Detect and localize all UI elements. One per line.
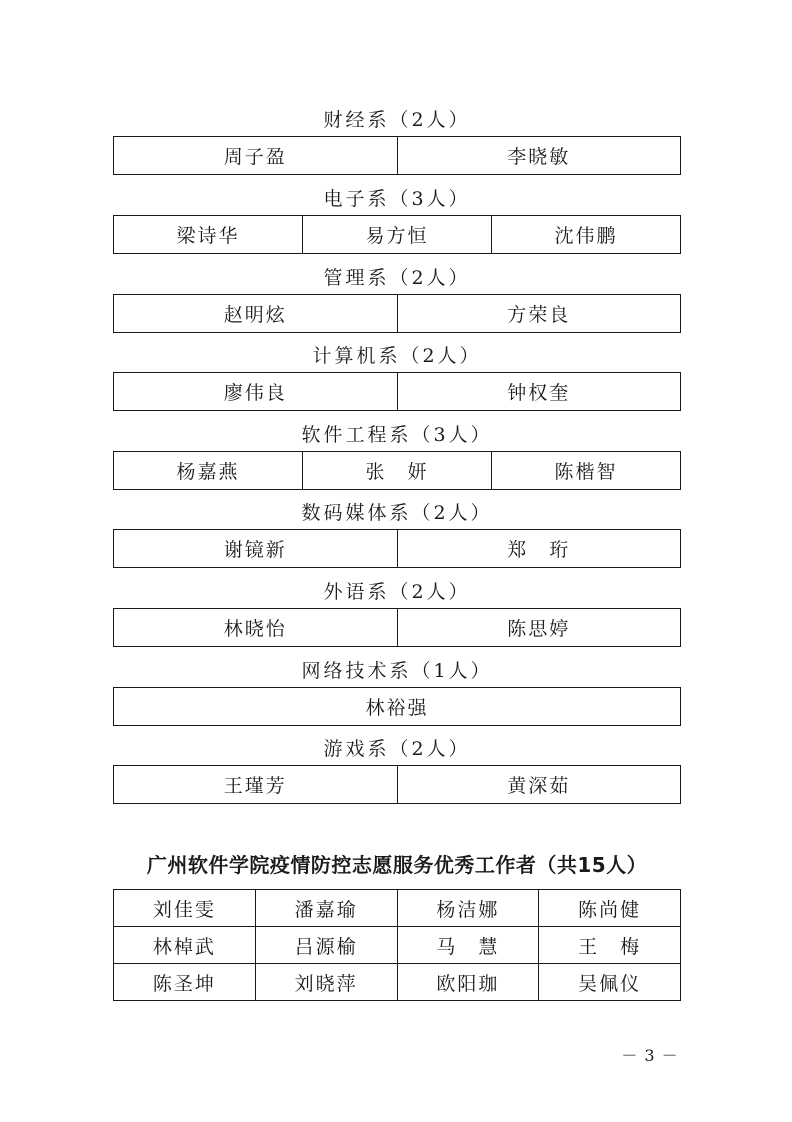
department-name-table bbox=[113, 215, 681, 254]
department-name-table bbox=[113, 372, 681, 411]
name-cell: 郑 珩 bbox=[397, 530, 681, 567]
name-cell: 刘晓萍 bbox=[255, 964, 397, 1001]
name-cell: 吴佩仪 bbox=[539, 964, 681, 1001]
department-title: 外语系（2人） bbox=[323, 581, 471, 603]
name-cell: 杨嘉燕 bbox=[176, 461, 240, 483]
department-title: 计算机系（2人） bbox=[312, 345, 482, 367]
name-cell: 廖伟良 bbox=[223, 382, 287, 404]
department-title: 网络技术系（1人） bbox=[301, 660, 493, 682]
name-cell: 吕源榆 bbox=[255, 927, 397, 964]
name-cell: 马 慧 bbox=[397, 927, 539, 964]
name-cell: 沈伟鹏 bbox=[491, 216, 680, 253]
name-cell: 林裕强 bbox=[365, 697, 429, 719]
name-cell: 陈思婷 bbox=[397, 609, 681, 646]
table-row bbox=[114, 927, 681, 964]
department-name-table bbox=[113, 136, 681, 175]
name-cell: 陈楷智 bbox=[491, 452, 680, 489]
name-cell: 林晓怡 bbox=[223, 618, 287, 640]
table-row bbox=[114, 890, 681, 927]
name-cell: 梁诗华 bbox=[176, 225, 240, 247]
name-cell: 陈尚健 bbox=[539, 890, 681, 927]
name-cell: 易方恒 bbox=[302, 216, 491, 253]
name-cell: 潘嘉瑜 bbox=[255, 890, 397, 927]
name-cell: 赵明炫 bbox=[223, 304, 287, 326]
name-cell: 刘佳雯 bbox=[114, 890, 256, 927]
department-name-table bbox=[113, 294, 681, 333]
department-title: 管理系（2人） bbox=[323, 267, 471, 289]
name-cell: 杨洁娜 bbox=[397, 890, 539, 927]
volunteer-name-table bbox=[113, 889, 681, 1001]
department-title: 数码媒体系（2人） bbox=[301, 502, 493, 524]
department-title: 游戏系（2人） bbox=[323, 738, 471, 760]
name-cell: 方荣良 bbox=[397, 295, 681, 332]
department-name-table bbox=[113, 687, 681, 726]
department-title: 软件工程系（3人） bbox=[301, 424, 493, 446]
name-cell: 谢镜新 bbox=[223, 539, 287, 561]
department-title: 电子系（3人） bbox=[323, 188, 471, 210]
table-row bbox=[114, 964, 681, 1001]
name-cell: 黄深茹 bbox=[397, 766, 681, 803]
department-name-table bbox=[113, 765, 681, 804]
name-cell: 张 妍 bbox=[302, 452, 491, 489]
section-title: 广州软件学院疫情防控志愿服务优秀工作者（共15人） bbox=[146, 853, 648, 877]
department-name-table bbox=[113, 529, 681, 568]
name-cell: 李晓敏 bbox=[397, 137, 681, 174]
name-cell: 陈圣坤 bbox=[114, 964, 256, 1001]
page-number: － 3 － bbox=[621, 1046, 679, 1065]
name-cell: 周子盈 bbox=[223, 146, 287, 168]
name-cell: 王瑾芳 bbox=[223, 775, 287, 797]
department-title: 财经系（2人） bbox=[323, 109, 471, 131]
department-name-table bbox=[113, 451, 681, 490]
department-name-table bbox=[113, 608, 681, 647]
name-cell: 钟权奎 bbox=[397, 373, 681, 410]
name-cell: 林棹武 bbox=[114, 927, 256, 964]
name-cell: 欧阳珈 bbox=[397, 964, 539, 1001]
name-cell: 王 梅 bbox=[539, 927, 681, 964]
